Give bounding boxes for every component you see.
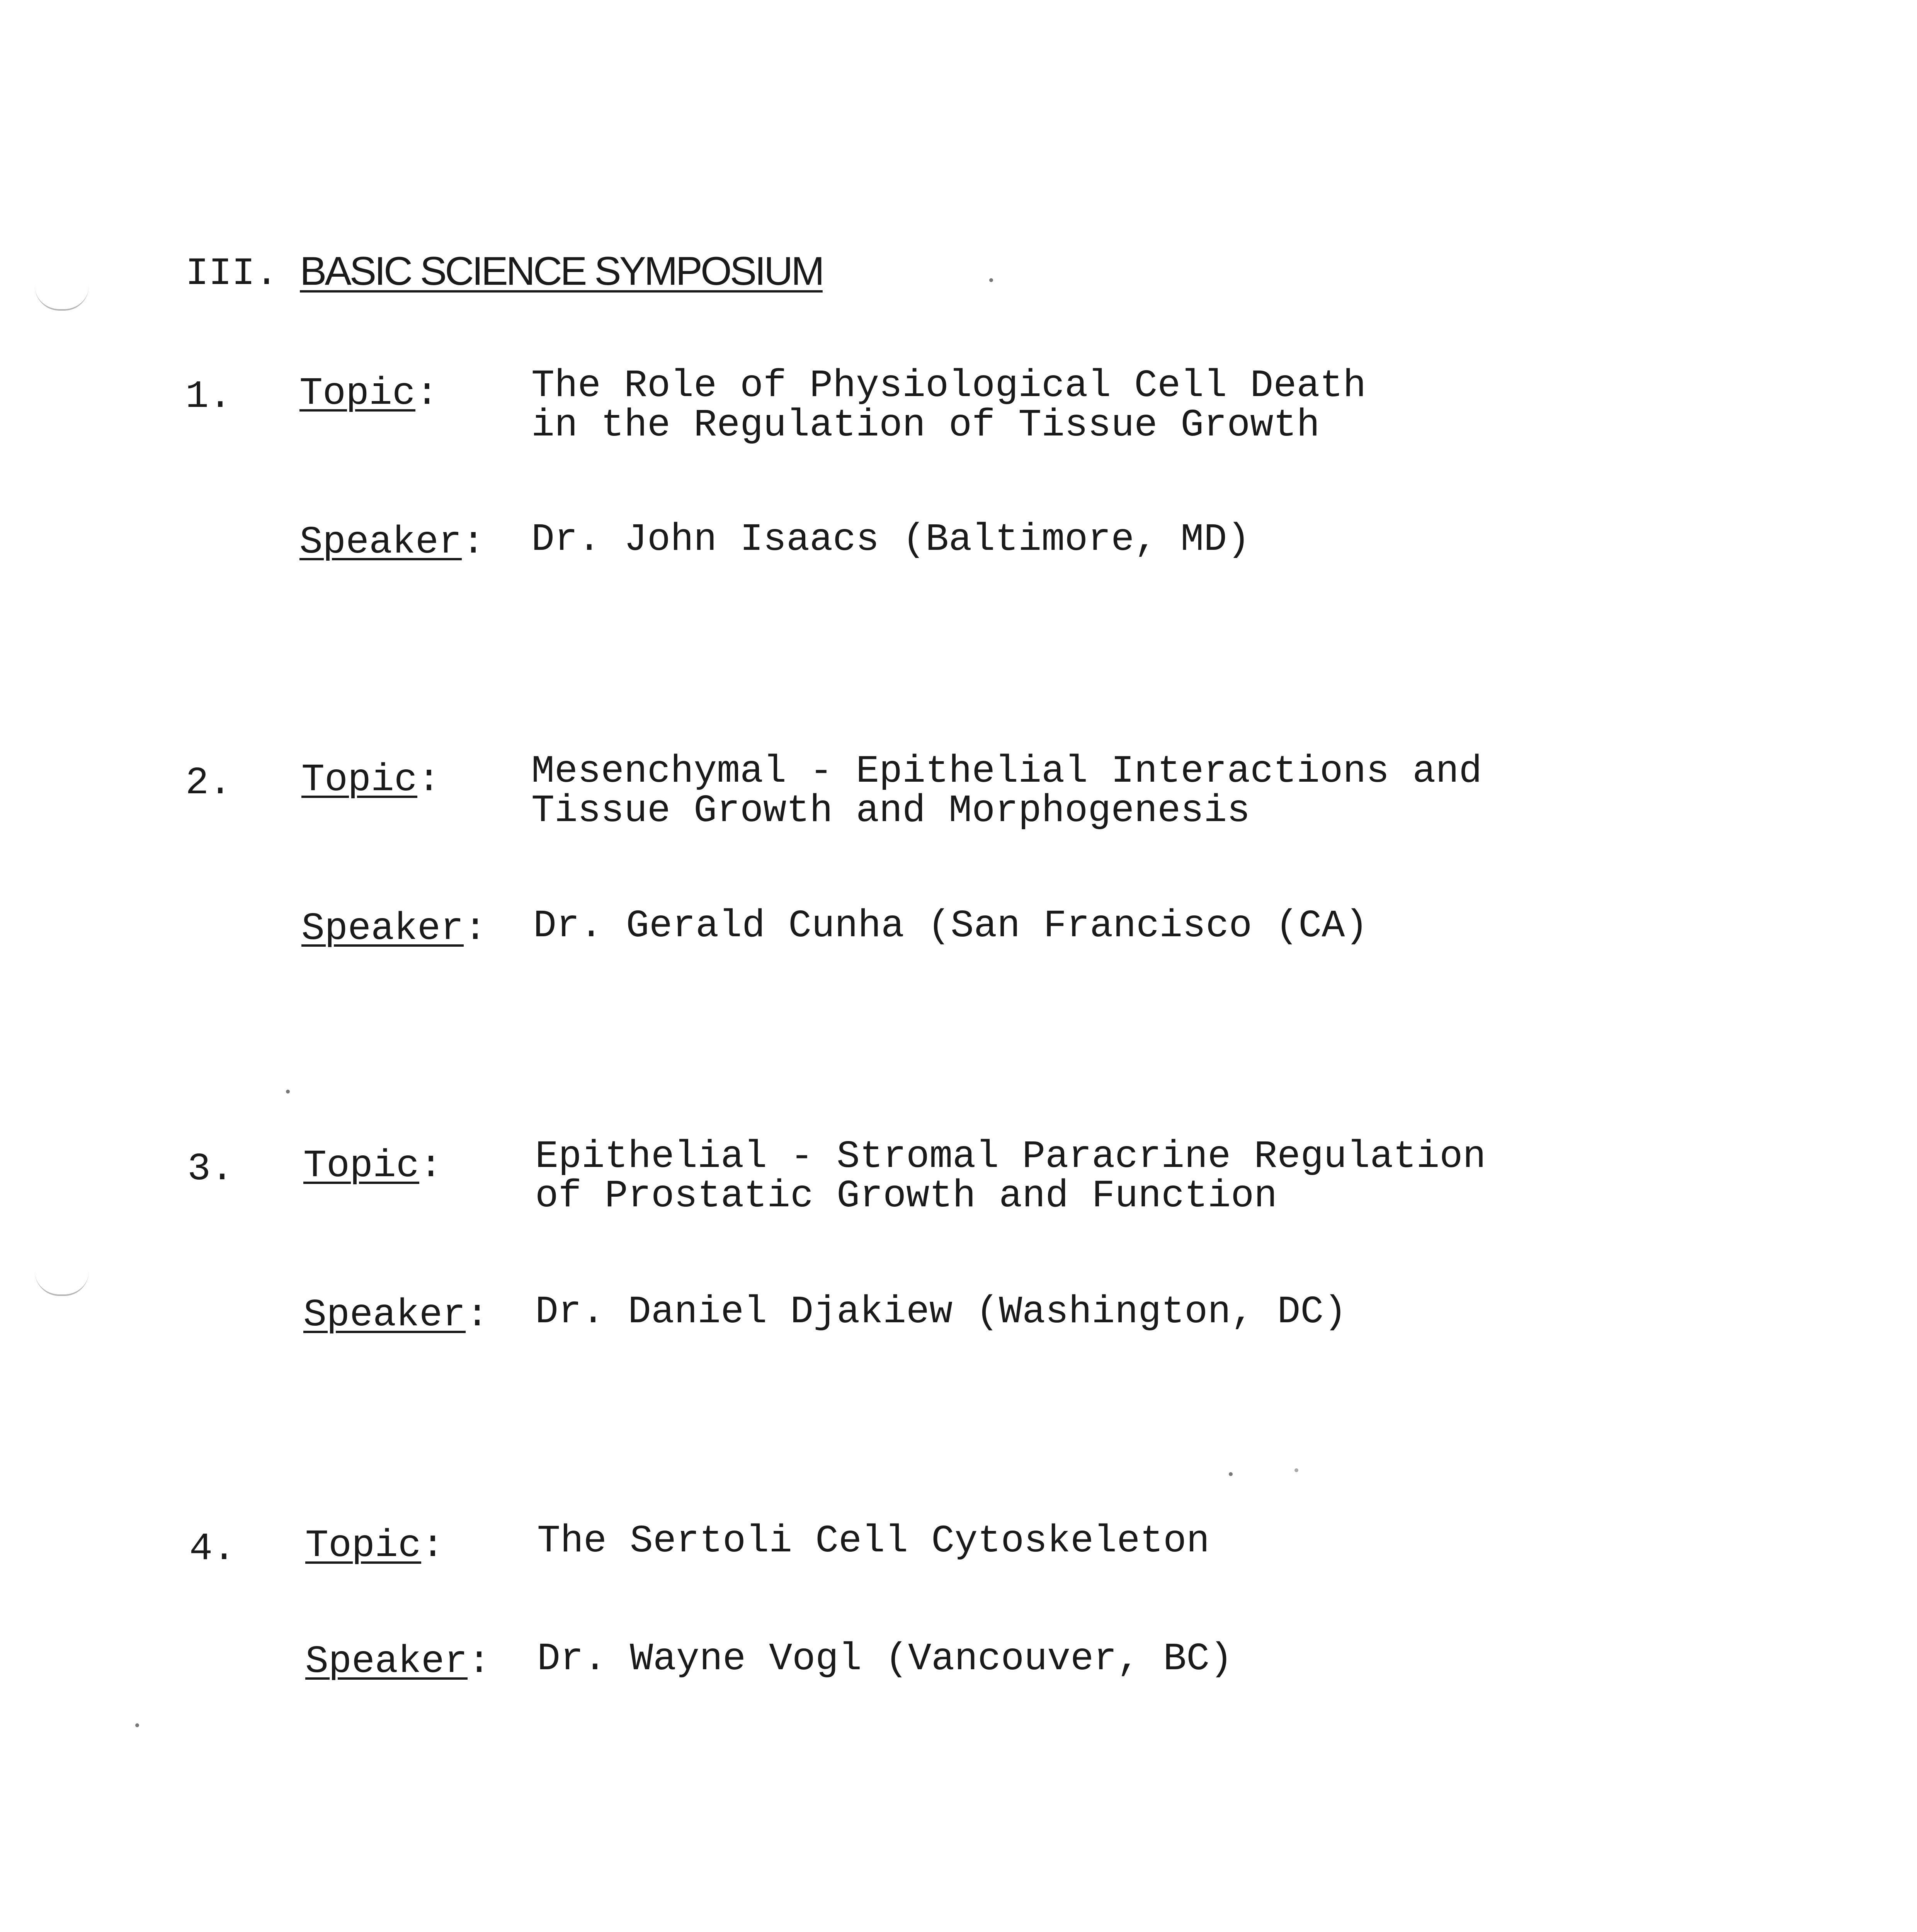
topic-line: The Sertoli Cell Cytoskeleton <box>537 1520 1210 1563</box>
topic-line: Tissue Growth and Morphogenesis <box>531 789 1250 833</box>
topic-line: Mesenchymal - Epithelial Interactions and <box>531 750 1482 794</box>
topic-label: Topic: <box>303 1145 443 1188</box>
item-number: 2. <box>185 762 232 805</box>
section-title: BASIC SCIENCE SYMPOSIUM <box>300 249 823 294</box>
speaker-label: Speaker: <box>303 1294 489 1337</box>
topic-line: Epithelial - Stromal Paracrine Regulation <box>535 1135 1486 1179</box>
topic-line: in the Regulation of Tissue Growth <box>531 404 1320 447</box>
scan-speck <box>989 278 993 282</box>
scan-speck <box>135 1723 139 1727</box>
item-number: 1. <box>185 375 232 419</box>
symposium-item <box>187 1135 1733 1339</box>
section-numeral: III. <box>185 252 279 296</box>
symposium-item <box>185 364 1731 568</box>
speaker-name: Dr. Gerald Cunha (San Francisco (CA) <box>533 905 1368 948</box>
punch-hole-mark <box>35 286 89 311</box>
symposium-item <box>185 750 1731 954</box>
speaker-name: Dr. Wayne Vogl (Vancouver, BC) <box>537 1638 1233 1681</box>
speaker-label: Speaker: <box>301 907 487 951</box>
speaker-label: Speaker: <box>299 521 485 565</box>
scan-speck <box>286 1090 290 1094</box>
topic-label: Topic: <box>301 759 441 802</box>
symposium-item <box>189 1522 1735 1685</box>
speaker-name: Dr. John Isaacs (Baltimore, MD) <box>531 518 1250 562</box>
speaker-name: Dr. Daniel Djakiew (Washington, DC) <box>535 1291 1347 1334</box>
scan-speck <box>1229 1472 1233 1476</box>
speaker-label: Speaker: <box>305 1640 491 1684</box>
topic-line: The Role of Physiological Cell Death <box>531 364 1366 408</box>
punch-hole-mark <box>35 1271 89 1296</box>
topic-label: Topic: <box>305 1524 445 1568</box>
item-number: 4. <box>189 1527 236 1571</box>
topic-line: of Prostatic Growth and Function <box>535 1175 1277 1218</box>
item-number: 3. <box>187 1148 234 1191</box>
topic-label: Topic: <box>299 372 439 416</box>
scan-speck <box>1294 1468 1298 1472</box>
